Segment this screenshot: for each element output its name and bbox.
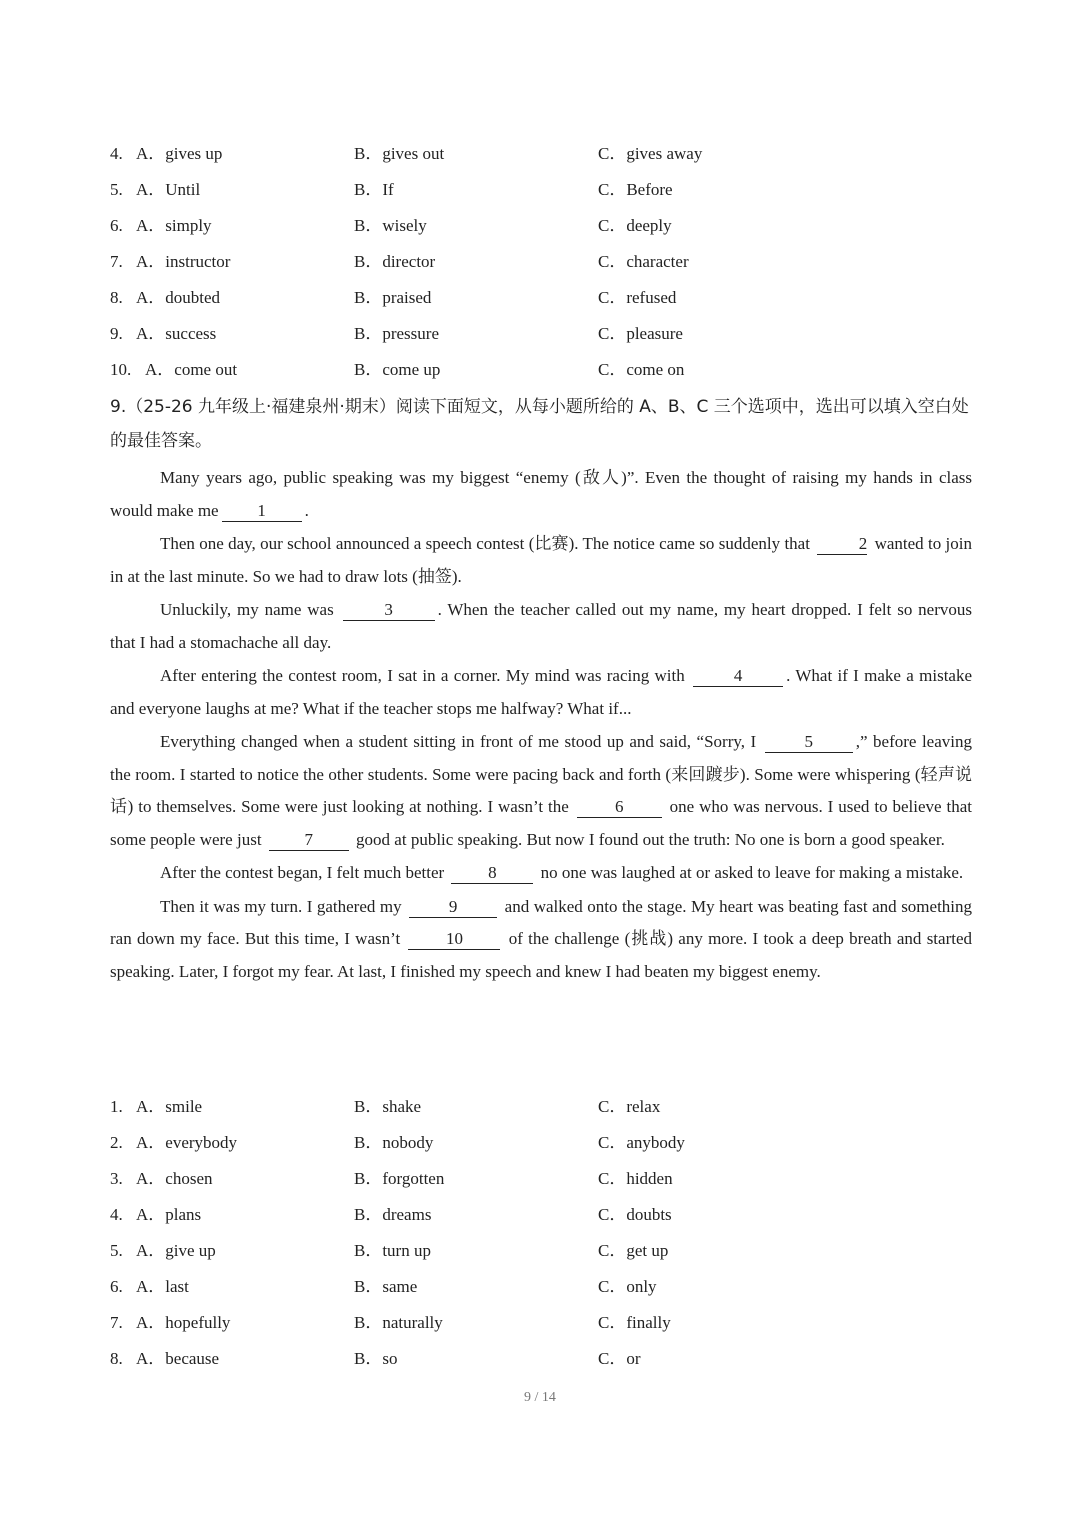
passage-text: After the contest began, I felt much better	[160, 863, 445, 882]
blank-4: 4	[693, 666, 783, 687]
option-a: A．because	[136, 1349, 220, 1368]
option-b: B．forgotten	[354, 1169, 445, 1188]
option-row	[110, 1161, 990, 1197]
option-row	[110, 280, 990, 316]
option-b: B．naturally	[354, 1313, 443, 1332]
passage-paragraph	[110, 594, 972, 659]
option-a: A．simply	[136, 216, 212, 235]
blank-1: 1	[222, 501, 302, 522]
options-list-top	[110, 136, 990, 388]
option-number: 9.	[110, 324, 123, 343]
blank-7: 7	[269, 830, 349, 851]
passage-paragraph	[110, 891, 972, 989]
passage-text: Then one day, our school announced a speech contest (比赛). The notice came so suddenly that	[160, 534, 810, 553]
option-number: 10.	[110, 360, 132, 379]
option-a: A．success	[136, 324, 217, 343]
blank-9: 9	[409, 897, 497, 918]
passage-paragraph	[110, 660, 972, 725]
option-c: C．refused	[598, 288, 677, 307]
option-c: C．doubts	[598, 1205, 672, 1224]
option-number: 5.	[110, 180, 123, 199]
option-b: B．director	[354, 252, 436, 271]
question-instruction: 9.（25-26 九年级上·福建泉州·期末）阅读下面短文，从每小题所给的 A、B、C 三个选项中，选出可以填入空白处的最佳答案。	[110, 397, 969, 451]
option-b: B．If	[354, 180, 394, 199]
option-row	[110, 1197, 990, 1233]
option-a: A．hopefully	[136, 1313, 231, 1332]
option-b: B．same	[354, 1277, 418, 1296]
reading-passage	[110, 462, 972, 989]
blank-6: 6	[577, 797, 662, 818]
option-number: 6.	[110, 216, 123, 235]
option-c: C．relax	[598, 1097, 661, 1116]
option-row	[110, 136, 990, 172]
option-a: A．everybody	[136, 1133, 238, 1152]
passage-paragraph	[110, 528, 972, 593]
option-row	[110, 1125, 990, 1161]
option-c: C．gives away	[598, 144, 703, 163]
option-row	[110, 1089, 990, 1125]
option-c: C．get up	[598, 1241, 669, 1260]
options-list-bottom	[110, 1089, 990, 1377]
option-a: A．plans	[136, 1205, 202, 1224]
option-c: C．character	[598, 252, 689, 271]
blank-8: 8	[451, 863, 533, 884]
option-number: 8.	[110, 1349, 123, 1368]
option-a: A．chosen	[136, 1169, 213, 1188]
passage-text: one who was nervous. I used to believe that some people were just	[110, 797, 973, 849]
option-number: 8.	[110, 288, 123, 307]
passage-text: and walked onto the stage. My heart was beating fast and something ran down my face. But this time, I wasn’t	[110, 896, 973, 948]
option-b: B．come up	[354, 360, 441, 379]
option-row	[110, 352, 990, 388]
option-c: C．anybody	[598, 1133, 685, 1152]
passage-text: good at public speaking. But now I found out the truth: No one is born a good speaker.	[356, 829, 945, 849]
option-row	[110, 1269, 990, 1305]
option-c: C．only	[598, 1277, 657, 1296]
option-number: 7.	[110, 1313, 123, 1332]
option-row	[110, 1305, 990, 1341]
blank-3: 3	[343, 600, 435, 621]
option-number: 2.	[110, 1133, 123, 1152]
option-a: A．smile	[136, 1097, 203, 1116]
blank-10: 10	[408, 929, 500, 950]
passage-text: Many years ago, public speaking was my biggest “enemy (敌人)”. Even the thought of raising my hands in class would make me	[110, 468, 972, 520]
option-a: A．doubted	[136, 288, 221, 307]
option-b: B．gives out	[354, 144, 445, 163]
passage-paragraph	[110, 857, 972, 890]
option-c: C．hidden	[598, 1169, 673, 1188]
option-c: C．Before	[598, 180, 673, 199]
option-row	[110, 172, 990, 208]
passage-text: no one was laughed at or asked to leave for making a mistake.	[540, 863, 964, 882]
option-a: A．Until	[136, 180, 201, 199]
option-row	[110, 1341, 990, 1377]
option-number: 7.	[110, 252, 123, 271]
option-c: C．deeply	[598, 216, 672, 235]
option-a: A．gives up	[136, 144, 223, 163]
option-b: B．dreams	[354, 1205, 432, 1224]
option-c: C．or	[598, 1349, 641, 1368]
option-b: B．praised	[354, 288, 432, 307]
option-number: 3.	[110, 1169, 123, 1188]
passage-text: After entering the contest room, I sat in a corner. My mind was racing with	[160, 666, 685, 685]
option-b: B．wisely	[354, 216, 427, 235]
option-a: A．last	[136, 1277, 189, 1296]
option-c: C．pleasure	[598, 324, 683, 343]
option-row	[110, 1233, 990, 1269]
passage-text: wanted to join in at the last minute. So we had to draw lots (抽签).	[110, 534, 972, 586]
passage-paragraph	[110, 726, 972, 856]
passage-text: .	[304, 500, 309, 520]
passage-text: Unluckily, my name was	[160, 600, 334, 619]
blank-2: 2	[817, 534, 867, 555]
option-row	[110, 208, 990, 244]
option-c: C．finally	[598, 1313, 671, 1332]
option-b: B．pressure	[354, 324, 439, 343]
passage-text: . When the teacher called out my name, my heart dropped. I felt so nervous that I had a stomachache all day.	[110, 600, 973, 652]
passage-text: Then it was my turn. I gathered my	[160, 896, 402, 916]
passage-text: of the challenge (挑战) any more. I took a deep breath and started speaking. Later, I forgot my fear. At last, I finished my speech and knew I had beaten my biggest enemy.	[110, 929, 973, 981]
passage-text: Everything changed when a student sitting in front of me stood up and said, “Sorry, I	[160, 732, 757, 751]
option-row	[110, 244, 990, 280]
option-number: 1.	[110, 1097, 123, 1116]
passage-text: ,” before leaving the room. I started to notice the other students. Some were pacing back and forth (来回踱步). Some were whispering (轻声说话) to themselves. Some were just looking at nothing. I wasn’t the	[110, 732, 972, 816]
option-number: 6.	[110, 1277, 123, 1296]
option-row	[110, 316, 990, 352]
option-number: 4.	[110, 1205, 123, 1224]
option-number: 4.	[110, 144, 123, 163]
passage-text: . What if I make a mistake and everyone laughs at me? What if the teacher stops me halfway? What if...	[110, 666, 973, 718]
option-b: B．so	[354, 1349, 398, 1368]
passage-paragraph	[110, 462, 972, 527]
option-b: B．turn up	[354, 1241, 431, 1260]
option-a: A．instructor	[136, 252, 231, 271]
option-c: C．come on	[598, 360, 685, 379]
option-number: 5.	[110, 1241, 123, 1260]
blank-5: 5	[765, 732, 853, 753]
page-number: 9 / 14	[524, 1390, 556, 1405]
option-a: A．give up	[136, 1241, 216, 1260]
option-b: B．shake	[354, 1097, 422, 1116]
option-a: A．come out	[145, 360, 238, 379]
option-b: B．nobody	[354, 1133, 434, 1152]
